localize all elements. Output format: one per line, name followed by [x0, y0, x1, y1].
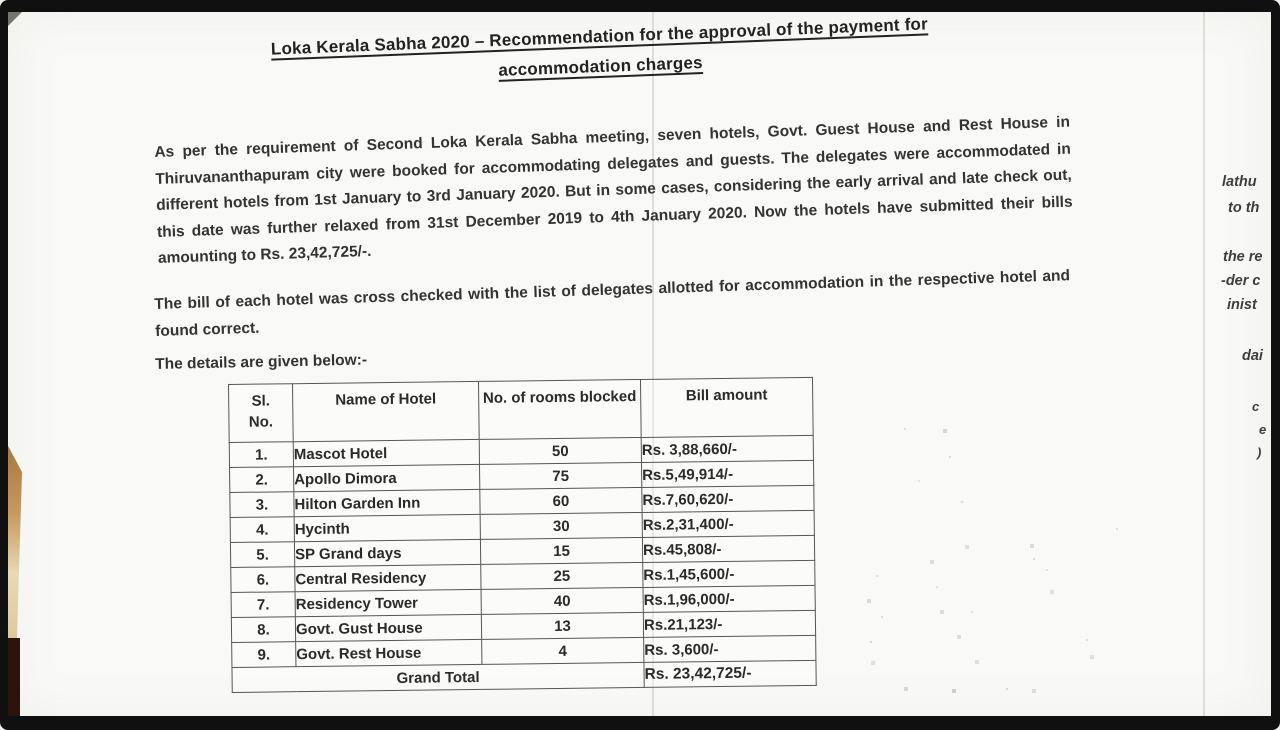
- hotel-cell: Hilton Garden Inn: [294, 489, 480, 516]
- edge-text-fragment: lathu: [1222, 174, 1257, 190]
- sl-cell: 1.: [229, 442, 293, 468]
- edge-text-fragment: c: [1252, 399, 1260, 414]
- header-hotel-name: Name of Hotel: [293, 381, 480, 441]
- rooms-cell: 13: [481, 612, 643, 639]
- paper-fold-crease-right: [1203, 0, 1205, 730]
- document-title: [199, 7, 1001, 98]
- edge-text-fragment: ): [1257, 445, 1262, 460]
- title-line-1: Loka Kerala Sabha 2020 – Recommendation for the approval of the payment for: [270, 14, 929, 59]
- edge-text-fragment: e: [1259, 422, 1267, 437]
- grand-total-amount: Rs. 23,42,725/-: [644, 660, 816, 687]
- hotel-cell: Mascot Hotel: [293, 439, 479, 466]
- sl-cell: 7.: [231, 592, 295, 618]
- hotel-bills-table: [228, 377, 817, 693]
- amount-cell: Rs. 3,600/-: [644, 635, 816, 662]
- paragraph-bill-verification: The bill of each hotel was cross checked with the list of delegates allotted for accommodation in the respective hotel and found correct.: [154, 267, 1071, 340]
- rooms-cell: 50: [479, 437, 641, 464]
- paragraph-booking-details: As per the requirement of Second Loka Kerala Sabha meeting, seven hotels, Govt. Guest House and Rest House in Thiruvananthapuram city were booked for accommodating delegates and guests. The delegates were accommodated in different hotels from 1st January to 3rd January 2020. But in some cases, considering the early arrival and late check out, this date was further relaxed from 31st December 2019 to 4th January 2020. Now the hotels have submitted their bills amounting to Rs. 23,42,725/-.: [154, 113, 1073, 267]
- sl-cell: 3.: [230, 492, 294, 518]
- hotel-cell: Govt. Gust House: [295, 614, 481, 641]
- header-bill-amount: Bill amount: [640, 377, 813, 437]
- hotel-cell: SP Grand days: [294, 539, 480, 566]
- rooms-cell: 30: [480, 512, 642, 539]
- edge-text-fragment: the re: [1223, 249, 1263, 265]
- desk-edge-sliver: [7, 444, 22, 644]
- scan-noise-speckles: [0, 0, 2, 2]
- rooms-cell: 25: [481, 562, 643, 589]
- hotel-cell: Hycinth: [294, 514, 480, 541]
- rooms-cell: 75: [480, 462, 642, 489]
- desk-edge-shadow: [7, 638, 20, 718]
- sl-cell: 8.: [231, 617, 295, 643]
- edge-text-fragment: to th: [1228, 200, 1260, 216]
- sl-cell: 6.: [231, 567, 295, 593]
- rooms-cell: 15: [480, 537, 642, 564]
- table-header: [229, 377, 814, 442]
- amount-cell: Rs.5,49,914/-: [641, 460, 813, 487]
- edge-text-fragment: inist: [1227, 297, 1257, 313]
- table-header-row: [229, 377, 814, 442]
- amount-cell: Rs.1,96,000/-: [643, 585, 815, 612]
- amount-cell: Rs.21,123/-: [643, 610, 815, 637]
- edge-text-fragment: -der c: [1221, 273, 1261, 289]
- header-sl-no: Sl. No.: [229, 384, 294, 443]
- amount-cell: Rs.1,45,600/-: [643, 560, 815, 587]
- hotel-cell: Central Residency: [295, 564, 481, 591]
- sl-cell: 2.: [230, 467, 294, 493]
- table-body: [229, 435, 816, 692]
- hotel-cell: Govt. Rest House: [296, 639, 482, 666]
- edge-text-fragment: dai: [1242, 348, 1263, 364]
- rooms-cell: 60: [480, 487, 642, 514]
- grand-total-label: Grand Total: [232, 662, 644, 692]
- corner-fold-mark: [8, 11, 23, 26]
- amount-cell: Rs. 3,88,660/-: [641, 435, 813, 462]
- rooms-cell: 40: [481, 587, 643, 614]
- sl-cell: 4.: [230, 517, 294, 543]
- sl-cell: 9.: [232, 642, 296, 668]
- hotel-cell: Apollo Dimora: [294, 464, 480, 491]
- sl-cell: 5.: [230, 542, 294, 568]
- header-rooms-blocked: No. of rooms blocked: [478, 379, 641, 439]
- title-line-2: accommodation charges: [498, 53, 704, 80]
- rooms-cell: 4: [482, 637, 644, 664]
- amount-cell: Rs.45,808/-: [642, 535, 814, 562]
- details-intro-line: The details are given below:-: [155, 351, 368, 373]
- hotel-cell: Residency Tower: [295, 589, 481, 616]
- amount-cell: Rs.7,60,620/-: [642, 485, 814, 512]
- amount-cell: Rs.2,31,400/-: [642, 510, 814, 537]
